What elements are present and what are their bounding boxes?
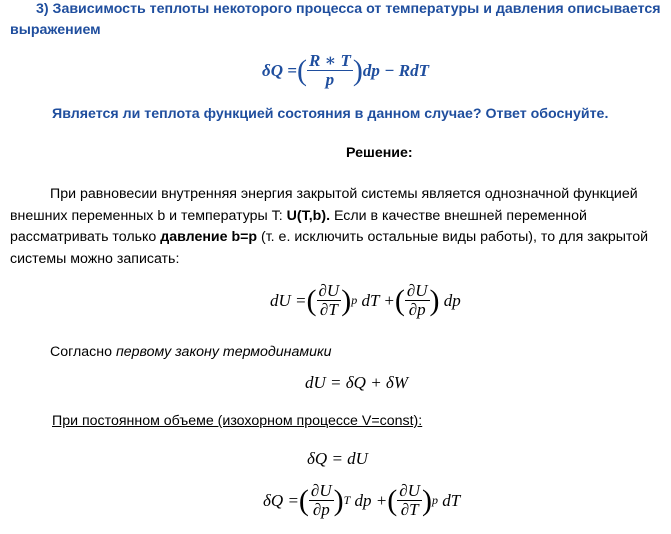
- solution-paragraph-3: При постоянном объеме (изохорном процессе V=const):: [52, 413, 423, 429]
- dq-formula: δQ = ( $\frac{\partial U}{\partial p}$ ) T dp + ( $\frac{\partial U}{\partial T}$ ) p dT: [263, 481, 461, 519]
- p1-line-4: системы можно записать:: [10, 250, 180, 267]
- p1-line-2: [10, 206, 660, 228]
- solution-heading: Решение:: [346, 145, 413, 161]
- solution-paragraph-1: [10, 184, 660, 270]
- p1-line-2-b: U(T,b).: [286, 207, 331, 224]
- solution-paragraph-2: [50, 344, 332, 360]
- p1-line-3-a: рассматривать только: [10, 229, 161, 245]
- p1-line-3: [10, 227, 660, 249]
- heat-formula: δQ = ( $\frac{R ∗ T}{p}$ ) dp − RdT: [262, 51, 429, 89]
- p1-line-2-a: внешних переменных b и температуры T:: [10, 207, 287, 224]
- p2-italic: первому закону термодинамики: [115, 344, 332, 360]
- p1-line-3-c: (т. е. исключить остальные виды работы), то для закрытой: [257, 229, 649, 245]
- problem-line-2: выражением: [10, 22, 101, 38]
- du-formula: dU = ( $\frac{\partial U}{\partial T}$ ) p dT + ( $\frac{\partial U}{\partial p}$ ) dp: [270, 281, 461, 319]
- problem-line-1: 3) Зависимость теплоты некоторого процесса от температуры и давления описывается: [36, 1, 661, 17]
- p2-text: Согласно: [50, 344, 116, 360]
- problem-question: Является ли теплота функцией состояния в данном случае? Ответ обоснуйте.: [52, 106, 609, 122]
- p1-line-2-c: Если в качестве внешней переменной: [330, 207, 587, 224]
- p1-line-3-b: давление b=p: [160, 229, 258, 245]
- first-law-formula: dU = δQ + δW: [305, 373, 408, 392]
- p1-line-1: При равновесии внутренняя энергия закрытой системы является однозначной функцией: [50, 186, 638, 202]
- isochoric-formula: δQ = dU: [307, 449, 368, 468]
